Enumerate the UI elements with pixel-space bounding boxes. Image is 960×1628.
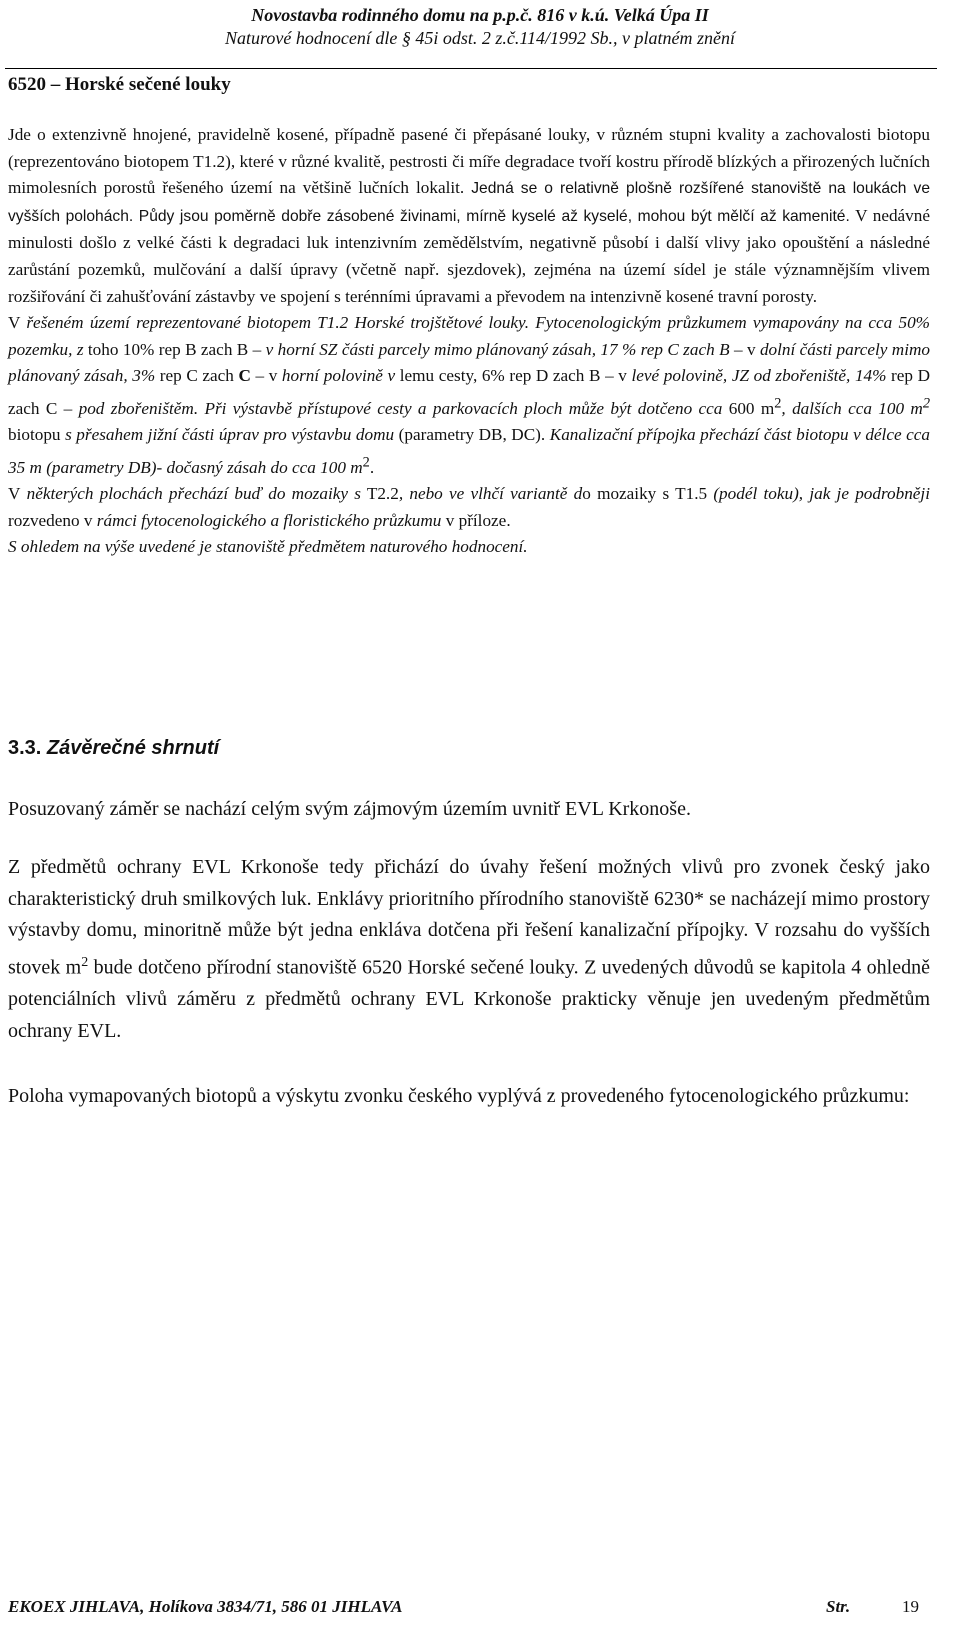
header-rule <box>5 68 937 69</box>
header-title: Novostavba rodinného domu na p.p.č. 816 v k.ú. Velká Úpa II <box>251 5 709 25</box>
section-heading-3-3: 3.3. Závěrečné shrnutí <box>8 737 220 759</box>
footer-page-label: Str. <box>826 1597 851 1616</box>
summary-paragraph-3: Poloha vymapovaných biotopů a výskytu zvonku českého vyplývá z provedeného fytocenologického průzkumu: <box>8 1085 910 1107</box>
footer-page-number: 19 <box>902 1597 919 1616</box>
header-subtitle: Naturové hodnocení dle § 45i odst. 2 z.č.114/1992 Sb., v platném znění <box>225 28 735 48</box>
section-6520-body <box>8 122 930 561</box>
section-heading-6520: 6520 – Horské sečené louky <box>8 74 231 95</box>
paragraph-c: V nedávné minulosti došlo z velké části k degradaci luk intenzivním zemědělstvím, negativně působí i další vlivy jako opouštění a následné zarůstání pozemků, mulčování a další úpravy (včetně např. sjezdovek), zejména na území sídel je stále významnějším vlivem rozšiřování či zahušťování zástavby ve spojení s terénními úpravami a převodem na intenzivně kosené travní porosty. <box>8 205 930 306</box>
summary-paragraph-2: Z předmětů ochrany EVL Krkonoše tedy přichází do úvahy řešení možných vlivů pro zvonek český jako charakteristický druh smilkových luk. Enklávy prioritního přírodního stanoviště 6230* se nacházejí mimo prostory výstavby domu, minoritně může být jedna enkláva dotčena při řešení kanalizační přípojky. V rozsahu do vyšších stovek $m^2$ bude dotčeno přírodní stanoviště 6520 Horské sečené louky. Z uvedených důvodů se kapitola 4 ohledně potenciálních vlivů záměru z předmětů ochrany EVL Krkonoše prakticky věnuje jen uvedeným předmětům ochrany EVL. <box>8 856 930 1043</box>
paragraph-f: S ohledem na výše uvedené je stanoviště předmětem naturového hodnocení. <box>8 537 528 557</box>
paragraph-a: Jde o extenzivně hnojené, pravidelně kosené, případně pasené či přepásané louky, v různém stupni kvality a zachovalosti biotopu (reprezentováno biotopem T1.2), které v různé kvalitě, pestrosti či míře degradace tvoří kostru přírodě blízkých a přirozených lučních mimolesních porostů řešeného území na většině lučních lokalit. <box>8 125 930 198</box>
footer-address: EKOEX JIHLAVA, Holíkova 3834/71, 586 01 JIHLAVA <box>8 1597 403 1616</box>
paragraph-d: V řešeném území reprezentované biotopem T1.2 Horské trojštětové louky. Fytocenologickým průzkumem vymapovány na cca 50% pozemku, z toho 10% rep B zach B – v horní SZ části parcely mimo plánovaný zásah, 17 % rep C zach B – v dolní části parcely mimo plánovaný zásah, 3% rep C zach C – v horní polovině v lemu cesty, 6% rep D zach B – v levé polovině, JZ od zbořeniště, 14% rep D zach C – pod zbořeništěm. Při výstavbě přístupové cesty a parkovacích ploch může být dotčeno cca 600 $m^2$, dalších cca 100 $m^2$ biotopu s přesahem jižní části úprav pro výstavbu domu (parametry DB, DC). Kanalizační přípojka přechází část biotopu v délce cca 35 m (parametry DB)- dočasný zásah do cca 100 $m^2$. <box>8 313 931 477</box>
summary-paragraph-1: Posuzovaný záměr se nachází celým svým zájmovým územím uvnitř EVL Krkonoše. <box>8 798 691 820</box>
paragraph-b: Jedná se o relativně plošně rozšířené stanoviště na loukách ve vyšších polohách. Půdy jsou poměrně dobře zásobené živinami, mírně kyselé až kyselé, mohou být mělčí až kamenité. <box>8 180 930 225</box>
paragraph-e: V některých plochách přechází buď do mozaiky s T2.2, nebo ve vlhčí variantě do mozaiky s T1.5 (podél toku), jak je podrobněji rozvedeno v rámci fytocenologického a floristického průzkumu v příloze. <box>8 484 930 530</box>
